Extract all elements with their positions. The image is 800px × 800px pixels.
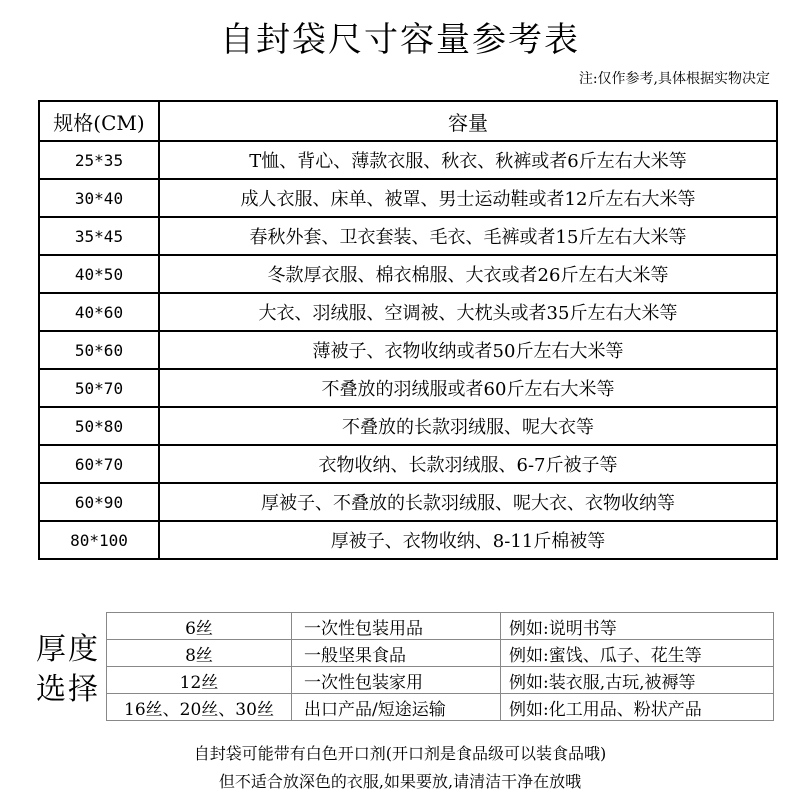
thickness-use: 一次性包装用品 xyxy=(292,613,501,640)
footer-line2: 但不适合放深色的衣服,如果要放,请清洁干净在放哦 xyxy=(218,772,582,791)
thickness-value: 16丝、20丝、30丝 xyxy=(107,694,292,721)
table-row xyxy=(39,521,777,559)
thickness-example: 例如:说明书等 xyxy=(501,613,774,640)
thickness-row xyxy=(107,640,774,667)
size-cell: 60*70 xyxy=(39,445,159,483)
size-cell: 50*60 xyxy=(39,331,159,369)
capacity-cell: 厚被子、不叠放的长款羽绒服、呢大衣、衣物收纳等 xyxy=(159,483,777,521)
capacity-cell: 大衣、羽绒服、空调被、大枕头或者35斤左右大米等 xyxy=(159,293,777,331)
thickness-label-line2: 选择 xyxy=(36,672,100,707)
table-row xyxy=(39,179,777,217)
capacity-cell: 不叠放的长款羽绒服、呢大衣等 xyxy=(159,407,777,445)
thickness-row xyxy=(107,613,774,640)
size-capacity-table xyxy=(38,100,778,560)
reference-note: 注:仅作参考,具体根据实物决定 xyxy=(578,71,770,87)
table-row xyxy=(39,369,777,407)
table-header-row xyxy=(39,101,777,141)
size-cell: 40*60 xyxy=(39,293,159,331)
table-row xyxy=(39,217,777,255)
capacity-cell: 薄被子、衣物收纳或者50斤左右大米等 xyxy=(159,331,777,369)
size-cell: 60*90 xyxy=(39,483,159,521)
capacity-cell: 成人衣服、床单、被罩、男士运动鞋或者12斤左右大米等 xyxy=(159,179,777,217)
size-cell: 80*100 xyxy=(39,521,159,559)
table-row xyxy=(39,407,777,445)
capacity-cell: T恤、背心、薄款衣服、秋衣、秋裤或者6斤左右大米等 xyxy=(159,141,777,179)
thickness-label-line1: 厚度 xyxy=(36,632,100,667)
thickness-value: 6丝 xyxy=(107,613,292,640)
size-cell: 30*40 xyxy=(39,179,159,217)
thickness-example: 例如:蜜饯、瓜子、花生等 xyxy=(501,640,774,667)
header-capacity: 容量 xyxy=(159,101,777,141)
thickness-row xyxy=(107,667,774,694)
thickness-value: 12丝 xyxy=(107,667,292,694)
size-cell: 50*70 xyxy=(39,369,159,407)
thickness-use: 一般坚果食品 xyxy=(292,640,501,667)
size-cell: 35*45 xyxy=(39,217,159,255)
thickness-use: 出口产品/短途运输 xyxy=(292,694,501,721)
footer-note xyxy=(0,740,800,796)
footer-line1: 自封袋可能带有白色开口剂(开口剂是食品级可以装食品哦) xyxy=(193,744,607,763)
table-row xyxy=(39,141,777,179)
thickness-value: 8丝 xyxy=(107,640,292,667)
thickness-table xyxy=(106,612,774,721)
capacity-cell: 冬款厚衣服、棉衣棉服、大衣或者26斤左右大米等 xyxy=(159,255,777,293)
table-row xyxy=(39,255,777,293)
size-cell: 40*50 xyxy=(39,255,159,293)
thickness-use: 一次性包装家用 xyxy=(292,667,501,694)
capacity-cell: 衣物收纳、长款羽绒服、6-7斤被子等 xyxy=(159,445,777,483)
page-title: 自封袋尺寸容量参考表 xyxy=(220,20,580,60)
table-row xyxy=(39,293,777,331)
thickness-example: 例如:装衣服,古玩,被褥等 xyxy=(501,667,774,694)
thickness-label xyxy=(36,630,100,710)
size-cell: 50*80 xyxy=(39,407,159,445)
size-cell: 25*35 xyxy=(39,141,159,179)
header-size: 规格(CM) xyxy=(39,101,159,141)
thickness-row xyxy=(107,694,774,721)
table-row xyxy=(39,445,777,483)
capacity-cell: 厚被子、衣物收纳、8-11斤棉被等 xyxy=(159,521,777,559)
table-row xyxy=(39,331,777,369)
capacity-cell: 不叠放的羽绒服或者60斤左右大米等 xyxy=(159,369,777,407)
capacity-cell: 春秋外套、卫衣套装、毛衣、毛裤或者15斤左右大米等 xyxy=(159,217,777,255)
thickness-example: 例如:化工用品、粉状产品 xyxy=(501,694,774,721)
table-row xyxy=(39,483,777,521)
